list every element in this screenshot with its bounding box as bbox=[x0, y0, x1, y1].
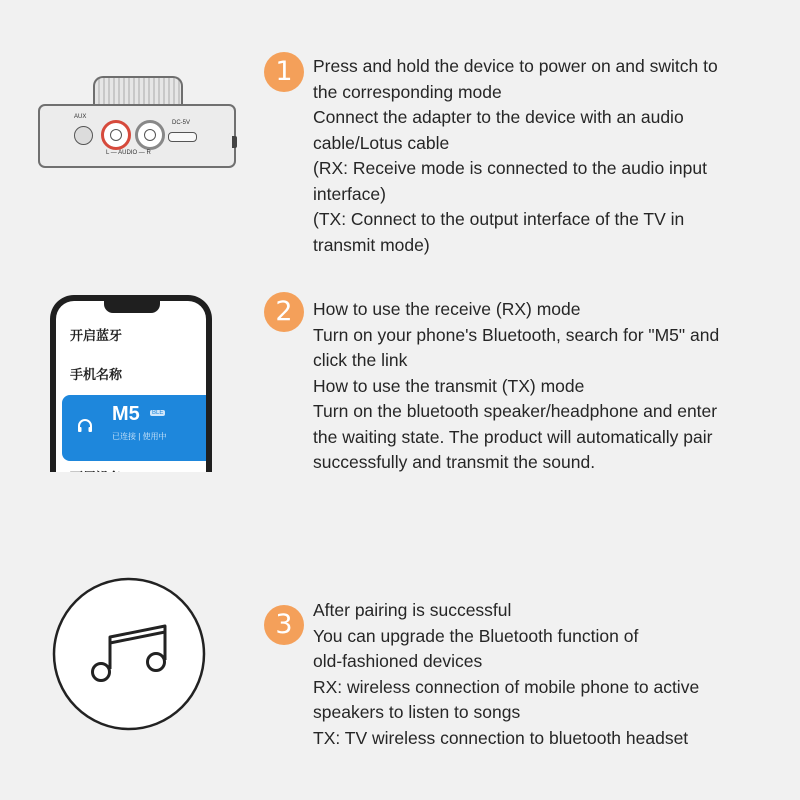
audio-adapter-illustration bbox=[38, 76, 238, 168]
step-2-line: Turn on your phone's Bluetooth, search for "M5" and bbox=[313, 324, 720, 345]
aux-port-icon bbox=[74, 126, 93, 145]
phone-crop-mask bbox=[0, 472, 260, 512]
power-button-icon bbox=[232, 136, 237, 148]
bluetooth-on-label: 开启蓝牙 bbox=[70, 328, 123, 343]
phone-name-label: 手机名称 bbox=[70, 367, 123, 382]
step-1-line: the corresponding mode bbox=[313, 81, 502, 102]
usb-c-port-icon bbox=[168, 132, 197, 142]
adapter-body bbox=[38, 104, 236, 168]
audio-left-port-icon bbox=[101, 120, 131, 150]
step-1-line: transmit mode) bbox=[313, 234, 430, 255]
headphone-icon bbox=[76, 417, 94, 435]
audio-right-port-icon bbox=[135, 120, 165, 150]
step-1-line: (TX: Connect to the output interface of the TV in bbox=[313, 209, 685, 229]
m5-device-status: 已连接 | 使用中 bbox=[112, 432, 167, 441]
step-3-line: TX: TV wireless connection to bluetooth headset bbox=[313, 727, 689, 748]
music-note-icon bbox=[52, 577, 206, 731]
aux-label: AUX bbox=[74, 114, 87, 120]
step-2-line: Turn on the bluetooth speaker/headphone and enter bbox=[313, 401, 718, 421]
step-2-badge: 2 bbox=[264, 292, 304, 332]
phone-notch bbox=[104, 301, 160, 313]
step-3-line: RX: wireless connection of mobile phone to active bbox=[313, 676, 700, 697]
step-1-text bbox=[313, 54, 793, 258]
phone-illustration bbox=[50, 295, 212, 495]
step-2-line: click the link bbox=[313, 350, 408, 370]
step-1-line: Connect the adapter to the device with an audio bbox=[313, 107, 684, 127]
step-2-line: How to use the receive (RX) mode bbox=[313, 299, 581, 319]
step-3-line: old-fashioned devices bbox=[313, 651, 483, 671]
step-2-line: How to use the transmit (TX) mode bbox=[313, 375, 585, 396]
phone-screen bbox=[56, 301, 206, 495]
step-2-text bbox=[313, 297, 793, 476]
step-3-line: You can upgrade the Bluetooth function of bbox=[313, 625, 639, 646]
step-2-line: the waiting state. The product will automatically pair bbox=[313, 426, 713, 447]
m5-device-name: M5 bbox=[112, 403, 140, 425]
step-1-line: Press and hold the device to power on and switch to bbox=[313, 56, 718, 76]
step-2-line: successfully and transmit the sound. bbox=[313, 452, 596, 472]
step-3-line: After pairing is successful bbox=[313, 600, 512, 620]
step-3-badge: 3 bbox=[264, 605, 304, 645]
m5-device-item bbox=[62, 395, 206, 461]
m5-device-tag: BLE bbox=[152, 410, 164, 416]
audio-label: L — AUDIO — R bbox=[106, 150, 151, 156]
step-3-line: speakers to listen to songs bbox=[313, 702, 521, 722]
step-1-badge: 1 bbox=[264, 52, 304, 92]
dc-label: DC-5V bbox=[172, 120, 191, 126]
step-1-line: (RX: Receive mode is connected to the audio input bbox=[313, 158, 707, 178]
step-3-text bbox=[313, 598, 793, 751]
step-1-line: interface) bbox=[313, 183, 386, 204]
step-1-line: cable/Lotus cable bbox=[313, 132, 450, 153]
